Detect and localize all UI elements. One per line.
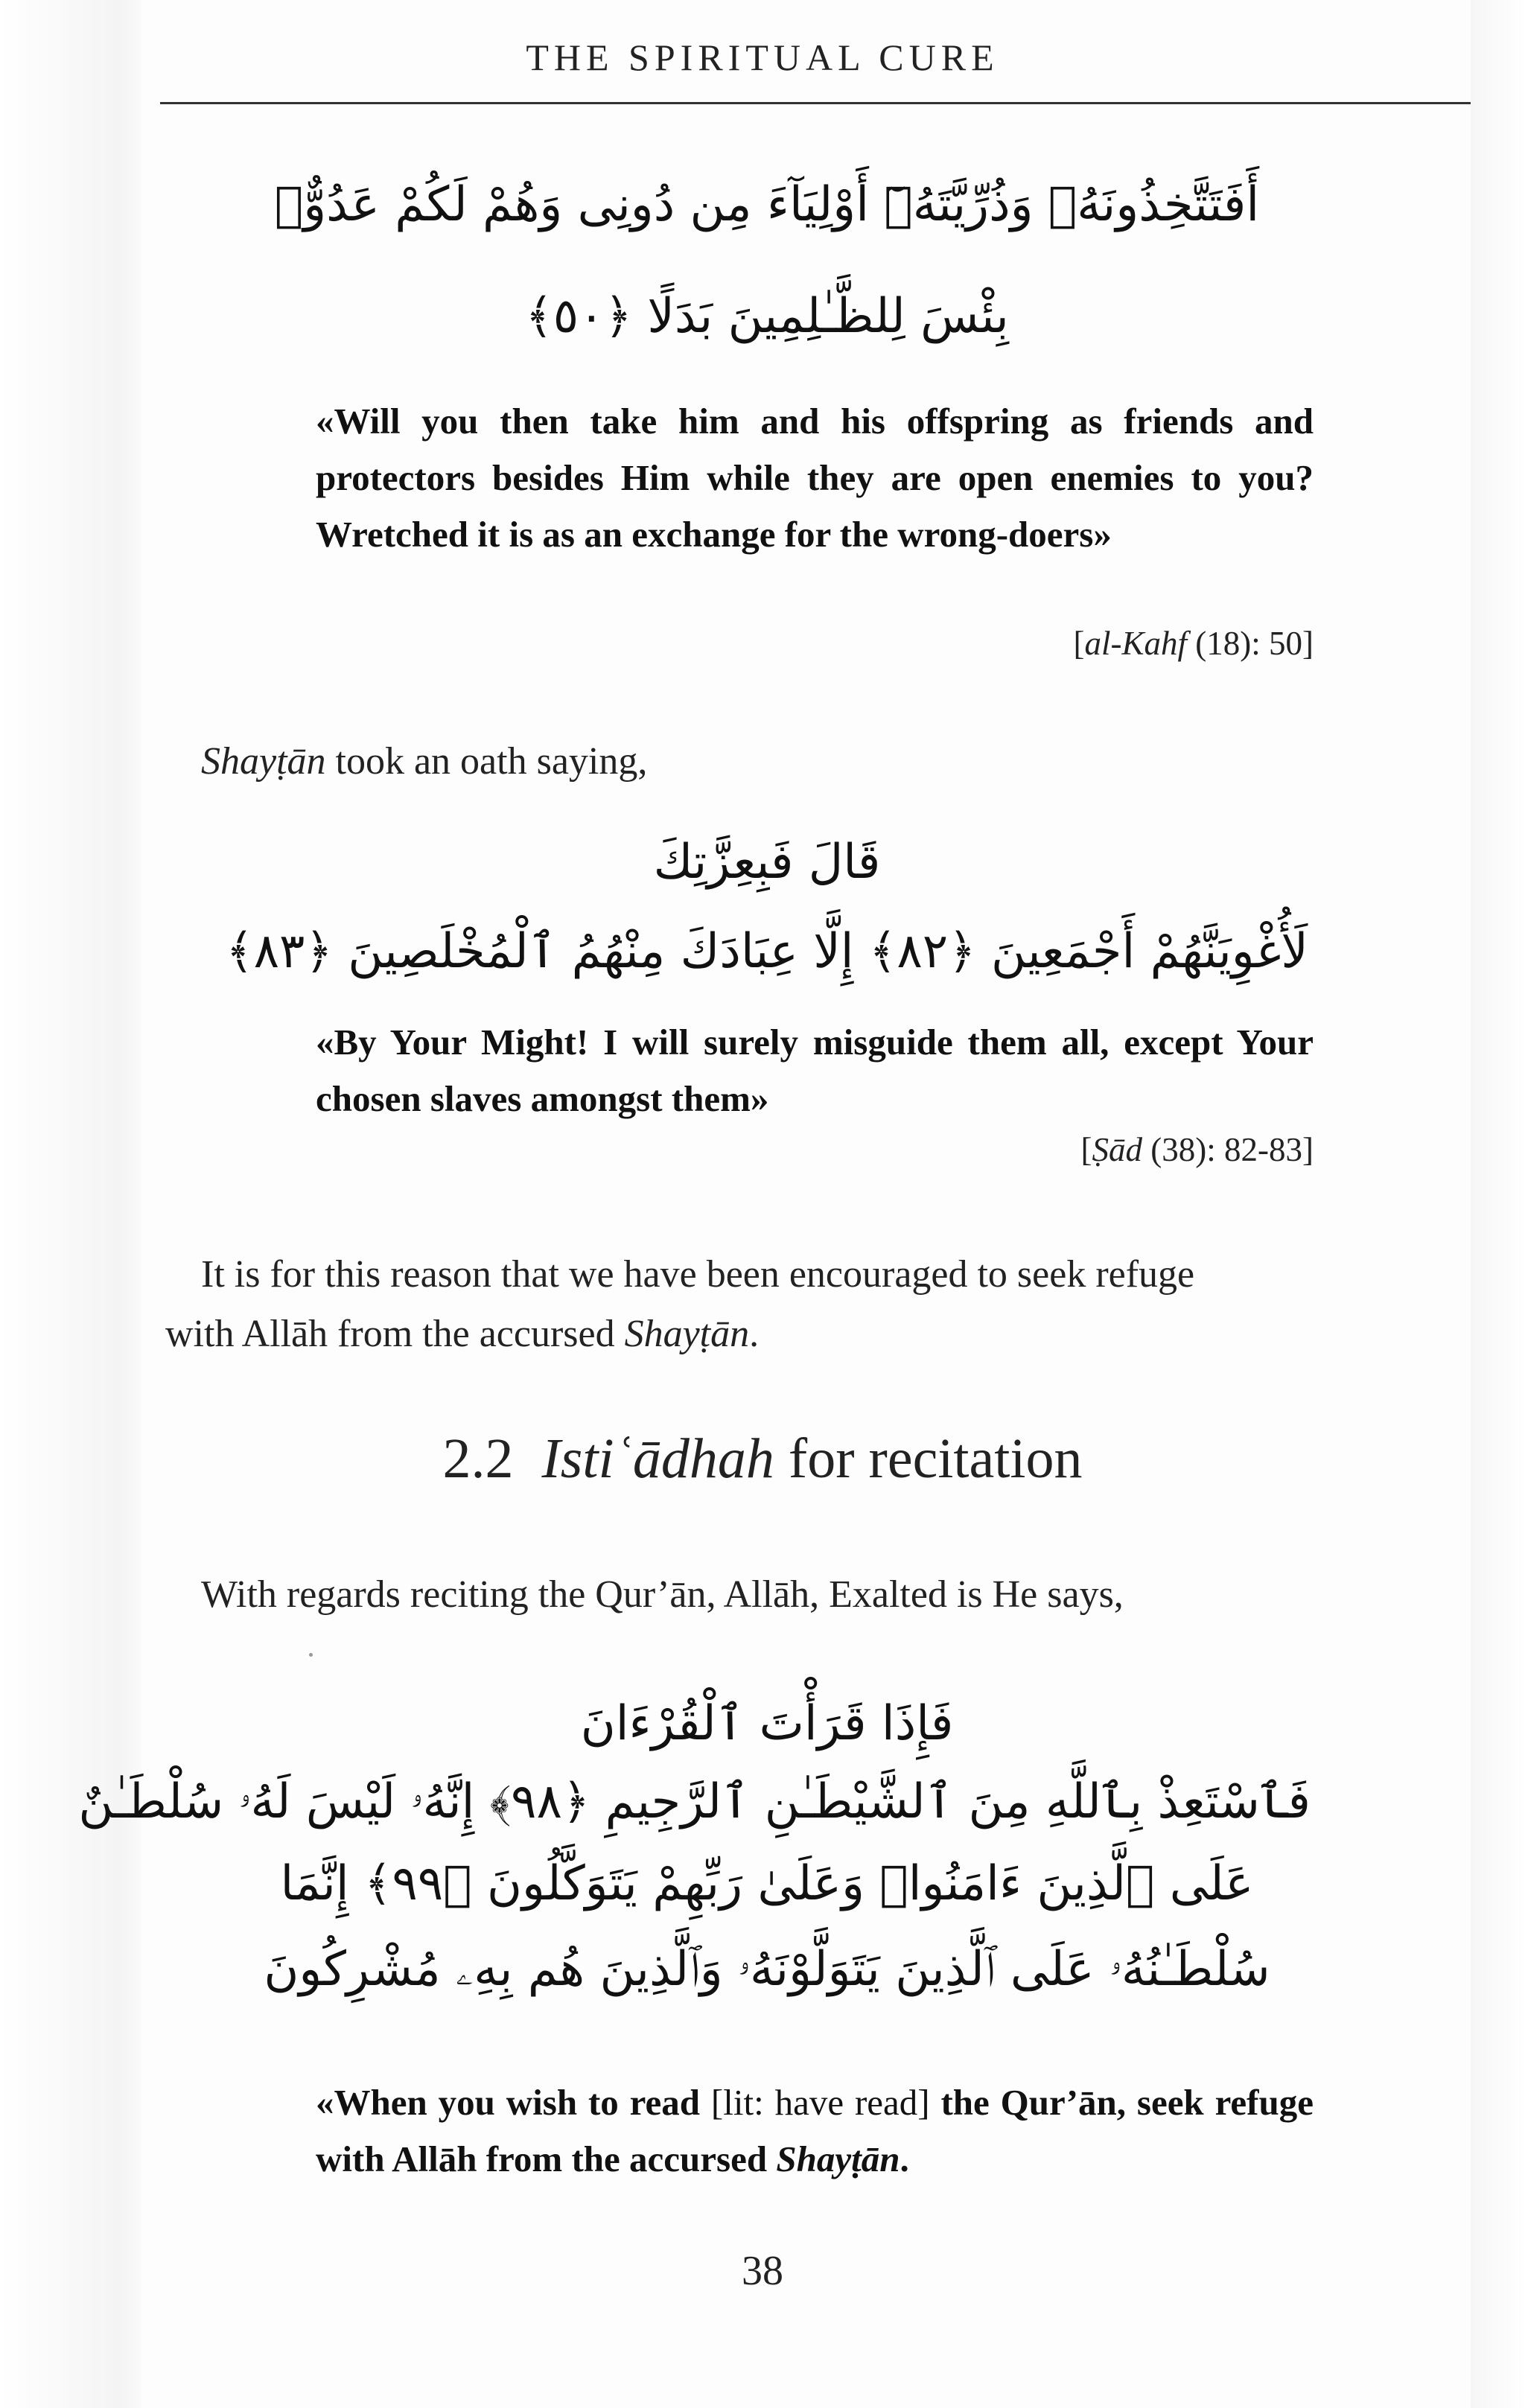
- section-title: for recitation: [774, 1427, 1083, 1490]
- translation-end: .: [900, 2138, 909, 2179]
- paragraph-oath: [201, 732, 647, 791]
- paragraph-recitation: With regards reciting the Qur’ān, Allāh, Exalted is He says,: [201, 1573, 1124, 1616]
- term-shaytan: Shayṭān: [201, 740, 326, 783]
- verse2-arabic-line-1: قَالَ فَبِعِزَّتِكَ: [653, 835, 881, 890]
- paragraph-refuge-period: .: [749, 1313, 760, 1355]
- citation-ref: (38): 82-83: [1142, 1131, 1302, 1168]
- verse1-citation: [al-Kahf (18): 50]: [1073, 625, 1314, 662]
- translation-literal-note: [lit: have read]: [710, 2082, 930, 2123]
- verse1-arabic-line-2: بِئْسَ لِلظَّـٰلِمِينَ بَدَلًا ﴿٥٠﴾: [525, 289, 1009, 344]
- verse2-arabic-line-2: لَأُغْوِيَنَّهُمْ أَجْمَعِينَ ﴿٨٢﴾ إِلَّا عِبَادَكَ مِنْهُمُ ٱلْمُخْلَصِينَ ﴿٨٣﴾: [226, 924, 1308, 979]
- paragraph-oath-text: took an oath saying,: [325, 740, 648, 783]
- section-number: 2.2: [442, 1427, 514, 1490]
- section-heading: [0, 1427, 1525, 1491]
- verse3-arabic-line-2: فَٱسْتَعِذْ بِٱللَّهِ مِنَ ٱلشَّيْطَـٰنِ ٱلرَّجِيمِ ﴿٩٨﴾ إِنَّهُۥ لَيْسَ لَهُۥ سُلْطَـٰنٌ: [78, 1774, 1311, 1829]
- running-head: THE SPIRITUAL CURE: [526, 36, 999, 78]
- section-term: Istiʿādhah: [541, 1427, 774, 1490]
- translation-middle: the Qur’ān, seek refuge with Allāh from the accursed: [316, 2082, 1314, 2179]
- page-number: 38: [742, 2248, 783, 2294]
- term-shaytan: Shayṭān: [624, 1313, 750, 1355]
- paragraph-refuge-line-1: It is for this reason that we have been encouraged to seek refuge: [201, 1253, 1195, 1296]
- scan-margin-right: [1471, 0, 1525, 2408]
- verse3-arabic-line-1: فَإِذَا قَرَأْتَ ٱلْقُرْءَانَ: [580, 1696, 954, 1751]
- term-shaytan: Shayṭān: [776, 2138, 900, 2179]
- citation-ref: (18): 50: [1187, 625, 1302, 662]
- verse3-arabic-line-4: سُلْطَـٰنُهُۥ عَلَى ٱلَّذِينَ يَتَوَلَّوْنَهُۥ وَٱلَّذِينَ هُم بِهِۦ مُشْرِكُونَ: [264, 1942, 1270, 1997]
- verse3-arabic-line-3: عَلَى ٱلَّذِينَ ءَامَنُوا۟ وَعَلَىٰ رَبِّهِمْ يَتَوَكَّلُونَ ﴿٩٩﴾ إِنَّمَا: [280, 1856, 1254, 1911]
- paragraph-refuge-line-2: [165, 1305, 759, 1364]
- verse2-citation: [Ṣād (38): 82-83]: [1080, 1131, 1314, 1168]
- translation-start: «When you wish to read: [316, 2082, 711, 2123]
- verse2-translation: «By Your Might! I will surely misguide them all, except Your chosen slaves amongst them»: [316, 1022, 1314, 1119]
- scan-margin-left: [0, 0, 141, 2408]
- verse3-translation: [316, 2074, 1314, 2188]
- citation-surah: al-Kahf: [1084, 625, 1188, 662]
- scan-speck: [309, 1653, 313, 1657]
- paragraph-refuge-text: with Allāh from the accursed: [165, 1313, 625, 1355]
- verse1-translation: «Will you then take him and his offspring as friends and protectors besides Him while they are open enemies to you? Wretched it is as an exchange for the wrong-doers»: [316, 401, 1314, 555]
- header-rule: [160, 102, 1471, 104]
- verse1-arabic-line-1: أَفَتَتَّخِذُونَهُۥ وَذُرِّيَّتَهُۥٓ أَوْلِيَآءَ مِن دُونِى وَهُمْ لَكُمْ عَدُوٌّۢ: [274, 177, 1260, 232]
- citation-surah: Ṣād: [1092, 1131, 1143, 1168]
